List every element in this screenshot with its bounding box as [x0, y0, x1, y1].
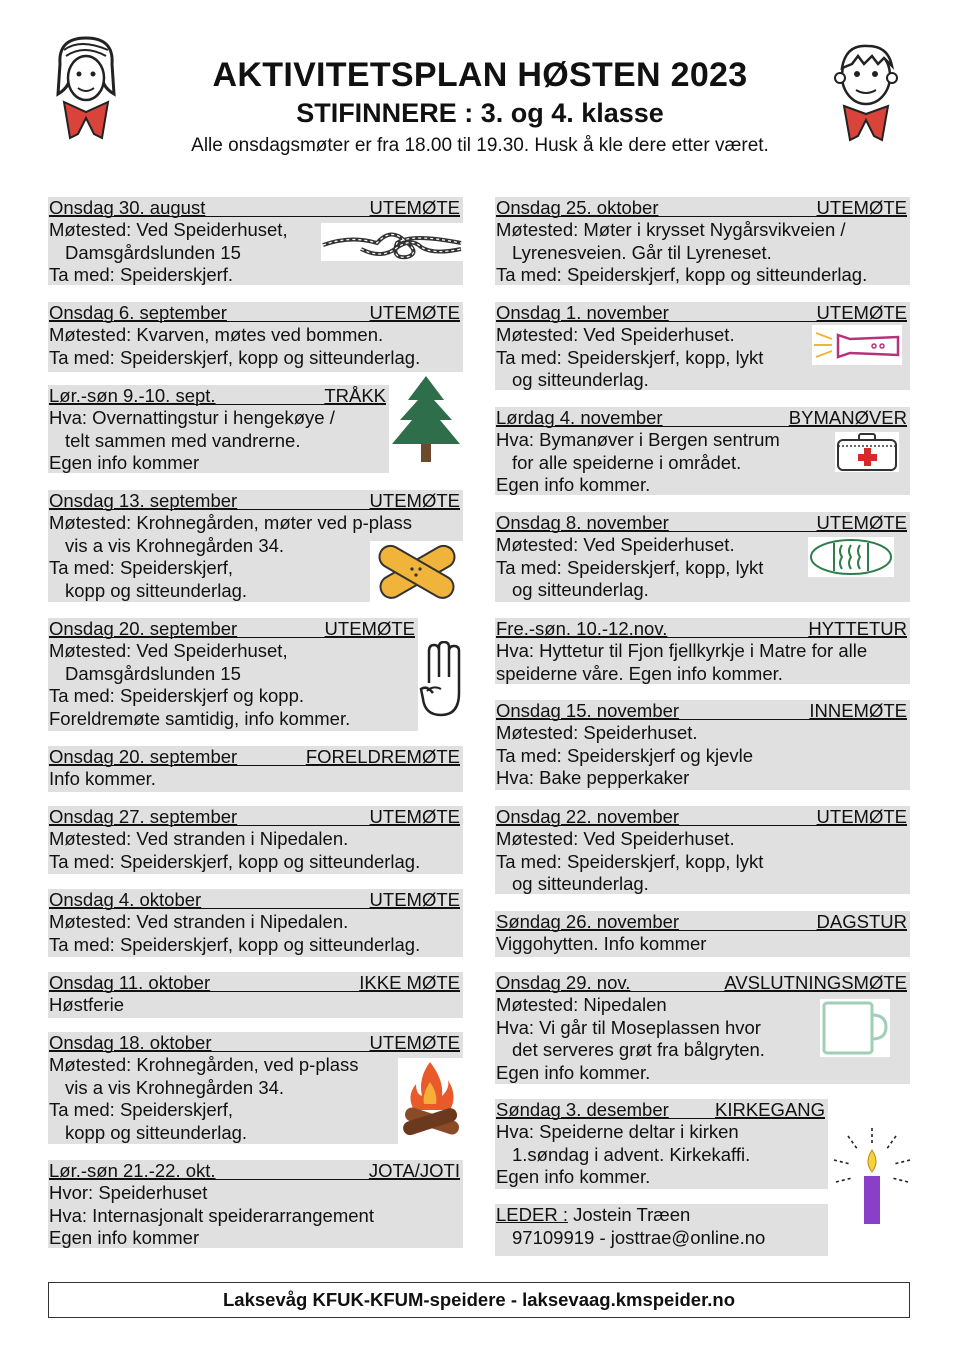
activity-date: Onsdag 20. september [49, 746, 238, 767]
activity-header [495, 512, 910, 534]
activity-date: Onsdag 22. november [496, 806, 680, 827]
activity-date: Fre.-søn. 10.-12.nov. [496, 618, 668, 639]
activity-detail-line: kopp og sitteunderlag. [65, 1121, 248, 1143]
leader-contact-info: 97109919 - josttrae@online.no [512, 1226, 766, 1248]
activity-detail-line: Hva: Bymanøver i Bergen sentrum [496, 429, 780, 450]
activity-detail-line: kopp og sitteunderlag. [65, 579, 248, 601]
activity-detail-line: Ta med: Speiderskjerf, [49, 557, 234, 578]
activity-detail-line: Møtested: Ved stranden i Nipedalen. [49, 828, 349, 849]
activity-type: JOTA/JOTI [368, 1160, 460, 1181]
activity-detail-line: Damsgårdslunden 15 [65, 662, 241, 684]
bandage-icon [370, 541, 464, 602]
activity-date: Onsdag 30. august [49, 197, 206, 218]
activity-detail-line: Viggohytten. Info kommer [496, 933, 707, 954]
scout-hand-icon [419, 641, 464, 719]
activity-type: UTEMØTE [369, 302, 460, 323]
activity-detail-line: Ta med: Speiderskjerf, kopp, lykt [496, 850, 764, 872]
activity-date: Onsdag 18. oktober [49, 1032, 212, 1053]
activity-type: BYMANØVER [788, 407, 907, 428]
activity-header [495, 806, 910, 828]
activity-detail-line: Ta med: Speiderskjerf og kopp. [49, 685, 305, 706]
activity-detail-line: Møtested: Krohnegården, ved p-plass [49, 1054, 359, 1075]
activity-detail-line: Ta med: Speiderskjerf, kopp og sitteunderlag. [49, 933, 421, 955]
lantern-icon [808, 537, 894, 577]
activity-date: Lør.-søn 9.-10. sept. [49, 385, 216, 406]
activity-detail-line: Møtested: Ved stranden i Nipedalen. [49, 911, 349, 932]
activity-header [48, 618, 418, 640]
activity-header [48, 806, 463, 828]
page-subtitle: STIFINNERE : 3. og 4. klasse [296, 98, 664, 128]
activity-header [495, 618, 910, 640]
activity-type: UTEMØTE [369, 490, 460, 511]
activity-detail-line: Hva: Hyttetur til Fjon fjellkyrkje i Matre for alle [496, 640, 868, 661]
activity-detail-line: Møtested: Kvarven, møtes ved bommen. [49, 324, 384, 345]
flashlight-icon [812, 325, 902, 365]
activity-detail-line: Damsgårdslunden 15 [65, 241, 241, 263]
activity-detail-line: Ta med: Speiderskjerf, kopp og sitteunderlag. [496, 264, 868, 285]
activity-header [495, 972, 910, 994]
activity-detail-line: telt sammen med vandrerne. [65, 429, 301, 451]
boy-scout-icon [826, 38, 906, 142]
left-activity-9 [48, 972, 463, 1018]
activity-detail-line: Ta med: Speiderskjerf, kopp, lykt [496, 346, 764, 368]
activity-detail-line: Hva: Vi går til Moseplassen hvor [496, 1016, 761, 1038]
right-activity-1 [495, 197, 910, 285]
left-activity-2 [48, 302, 463, 372]
activity-date: Søndag 26. november [496, 911, 680, 932]
activity-date: Onsdag 1. november [496, 302, 669, 323]
activity-detail-line: Høstferie [49, 994, 125, 1015]
activity-header [495, 700, 910, 722]
activity-type: UTEMØTE [369, 197, 460, 218]
activity-detail-line: 1.søndag i advent. Kirkekaffi. [512, 1143, 751, 1165]
activity-detail-line: Ta med: Speiderskjerf. [49, 264, 234, 285]
activity-header [495, 911, 910, 933]
right-activity-5 [495, 618, 910, 684]
activity-type: INNEMØTE [809, 700, 907, 721]
right-activity-6 [495, 700, 910, 790]
first-aid-kit-icon [835, 432, 899, 472]
left-activity-5 [48, 618, 418, 731]
activity-date: Lørdag 4. november [496, 407, 663, 428]
activity-type: UTEMØTE [369, 889, 460, 910]
activity-date: Onsdag 15. november [496, 700, 680, 721]
activity-detail-line: Info kommer. [49, 768, 156, 789]
activity-detail-line: Ta med: Speiderskjerf, [49, 1099, 234, 1120]
footer: Laksevåg KFUK-KFUM-speidere - laksevaag.kmspeider.no [48, 1282, 910, 1318]
activity-detail-line: Møtested: Ved Speiderhuset. [496, 828, 735, 849]
right-activity-10 [495, 1099, 828, 1189]
left-activity-6 [48, 746, 463, 792]
activity-detail-line: Foreldremøte samtidig, info kommer. [49, 707, 351, 729]
activity-header [48, 490, 463, 512]
leader-contact [495, 1204, 828, 1256]
activity-detail-line: Ta med: Speiderskjerf, kopp, lykt [496, 556, 764, 578]
left-activity-3 [48, 385, 389, 473]
activity-header [48, 972, 463, 994]
activity-detail-line: Egen info kommer. [496, 1166, 651, 1187]
activity-date: Onsdag 8. november [496, 512, 669, 533]
activity-detail-line: Ta med: Speiderskjerf, kopp og sitteunderlag. [49, 850, 421, 872]
girl-scout-icon [50, 34, 122, 142]
activity-detail-line: og sitteunderlag. [512, 579, 649, 600]
activity-header [48, 302, 463, 324]
activity-detail-line: Møtested: Ved Speiderhuset. [496, 534, 735, 555]
activity-header [48, 1032, 463, 1054]
page-title: AKTIVITETSPLAN HØSTEN 2023 [212, 56, 748, 94]
activity-type: IKKE MØTE [359, 972, 460, 993]
activity-type: TRÅKK [324, 385, 386, 406]
activity-type: UTEMØTE [816, 806, 907, 827]
activity-type: DAGSTUR [816, 911, 907, 932]
activity-type: HYTTETUR [808, 618, 907, 639]
activity-detail-line: Egen info kommer [49, 452, 200, 473]
left-activity-7 [48, 806, 463, 874]
activity-type: UTEMØTE [324, 618, 415, 639]
activity-detail-line: speiderne våre. Egen info kommer. [496, 662, 783, 684]
activity-header [495, 302, 910, 324]
right-activity-8 [495, 911, 910, 957]
activity-header [48, 889, 463, 911]
tree-icon [388, 374, 464, 464]
activity-detail-line: Møtested: Speiderhuset. [496, 722, 698, 743]
activity-header [48, 197, 463, 219]
activity-detail-line: for alle speiderne i området. [512, 451, 742, 473]
activity-detail-line: det serveres grøt fra bålgryten. [512, 1039, 765, 1060]
activity-date: Onsdag 29. nov. [496, 972, 631, 993]
activity-header [495, 407, 910, 429]
activity-date: Lør.-søn 21.-22. okt. [49, 1160, 216, 1181]
activity-type: UTEMØTE [816, 197, 907, 218]
activity-type: FORELDREMØTE [305, 746, 460, 767]
activity-header [495, 1099, 828, 1121]
activity-date: Onsdag 13. september [49, 490, 238, 511]
activity-type: UTEMØTE [369, 806, 460, 827]
activity-type: UTEMØTE [816, 302, 907, 323]
activity-detail-line: Egen info kommer. [496, 1061, 651, 1083]
campfire-icon [398, 1058, 464, 1144]
activity-date: Onsdag 11. oktober [49, 972, 211, 993]
left-activity-11 [48, 1160, 463, 1248]
activity-detail-line: vis a vis Krohnegården 34. [65, 1076, 285, 1098]
activity-detail-line: Møtested: Krohnegården, møter ved p-plass [49, 512, 412, 533]
mug-icon [820, 999, 890, 1057]
activity-header [48, 385, 389, 407]
rope-knot-icon [321, 223, 463, 261]
leader-label: LEDER : [496, 1204, 568, 1225]
activity-date: Onsdag 20. september [49, 618, 238, 639]
activity-header [48, 1160, 463, 1182]
activity-detail-line: Møtested: Ved Speiderhuset. [496, 324, 735, 345]
leader-name: Jostein Træen [567, 1204, 691, 1225]
activity-date: Søndag 3. desember [496, 1099, 669, 1120]
meeting-time-note: Alle onsdagsmøter er fra 18.00 til 19.30. Husk å kle dere etter været. [191, 135, 769, 156]
activity-detail-line: Hva: Internasjonalt speiderarrangement [49, 1204, 374, 1226]
activity-detail-line: Ta med: Speiderskjerf, kopp og sitteunderlag. [49, 346, 421, 368]
activity-detail-line: Møtested: Møter i krysset Nygårsvikveien / [496, 219, 846, 240]
activity-date: Onsdag 25. oktober [496, 197, 659, 218]
activity-detail-line: Egen info kommer. [496, 474, 651, 495]
activity-type: UTEMØTE [816, 512, 907, 533]
activity-type: UTEMØTE [369, 1032, 460, 1053]
activity-detail-line: Lyrenesveien. Går til Lyreneset. [512, 241, 772, 263]
activity-date: Onsdag 27. september [49, 806, 238, 827]
activity-detail-line: Møtested: Nipedalen [496, 994, 667, 1015]
activity-detail-line: og sitteunderlag. [512, 873, 649, 894]
activity-detail-line: Egen info kommer [49, 1227, 200, 1248]
activity-detail-line: vis a vis Krohnegården 34. [65, 534, 285, 556]
activity-detail-line: og sitteunderlag. [512, 369, 649, 390]
activity-header [48, 746, 463, 768]
activity-detail-line: Hva: Overnattingstur i hengekøye / [49, 407, 335, 428]
activity-detail-line: Møtested: Ved Speiderhuset, [49, 640, 288, 661]
candle-icon [828, 1124, 916, 1228]
activity-header [495, 197, 910, 219]
activity-detail-line: Hva: Speiderne deltar i kirken [496, 1121, 739, 1142]
left-activity-8 [48, 889, 463, 957]
right-activity-7 [495, 806, 910, 894]
activity-type: KIRKEGANG [715, 1099, 825, 1120]
activity-detail-line: Hva: Bake pepperkaker [496, 767, 690, 788]
activity-date: Onsdag 6. september [49, 302, 227, 323]
activity-type: AVSLUTNINGSMØTE [724, 972, 907, 993]
activity-detail-line: Ta med: Speiderskjerf og kjevle [496, 744, 754, 766]
activity-date: Onsdag 4. oktober [49, 889, 202, 910]
activity-detail-line: Møtested: Ved Speiderhuset, [49, 219, 288, 240]
activity-detail-line: Hvor: Speiderhuset [49, 1182, 208, 1203]
